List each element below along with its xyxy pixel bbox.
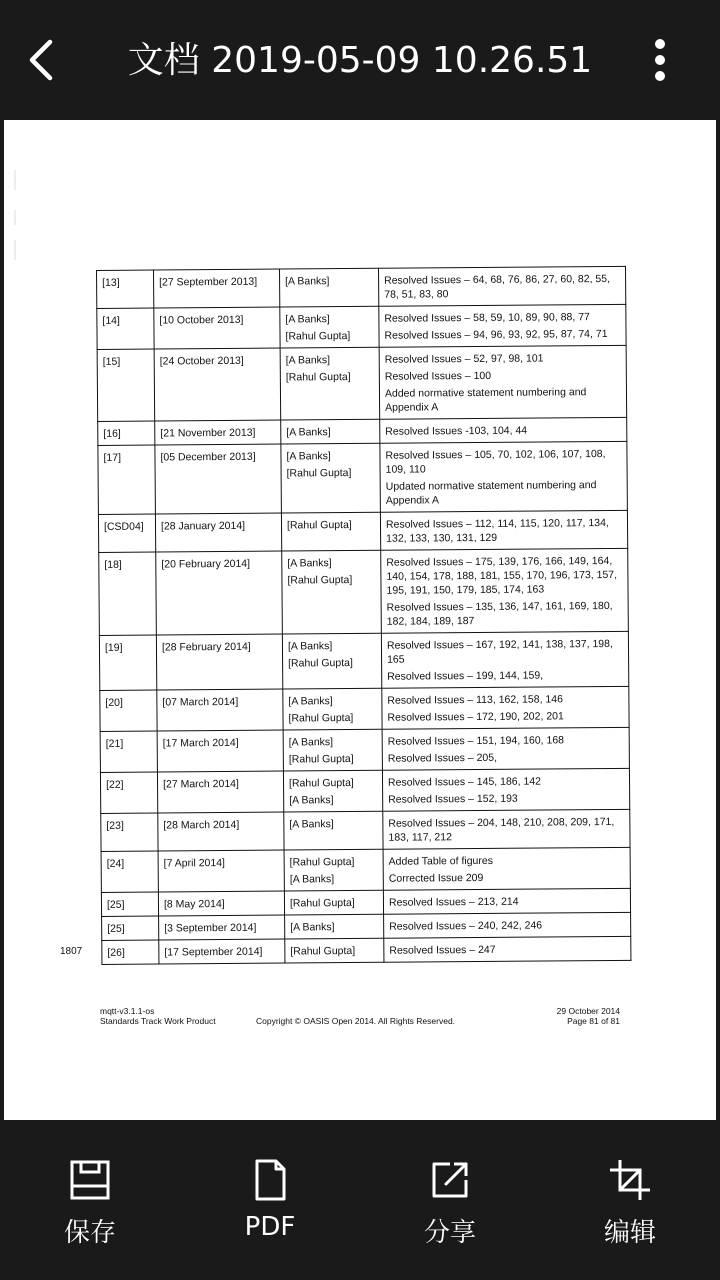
revision-id: [13] <box>97 270 154 308</box>
scan-artifact <box>10 170 20 290</box>
revision-authors <box>285 914 384 939</box>
revision-note: Resolved Issues – 100 <box>384 369 492 383</box>
revision-note: Resolved Issues – 145, 186, 142 <box>387 775 542 789</box>
revision-id: [20] <box>100 690 157 731</box>
revision-notes <box>380 441 628 512</box>
table-row <box>98 510 627 552</box>
revision-date: [27 September 2013] <box>154 269 280 308</box>
table-row <box>100 686 629 731</box>
revision-authors <box>285 938 384 963</box>
revision-authors <box>283 770 382 812</box>
revision-note: Resolved Issues – 167, 192, 141, 138, 137, 198, 165 <box>386 637 613 666</box>
revision-note: Resolved Issues – 64, 68, 76, 86, 27, 60, 82, 55, 78, 51, 83, 80 <box>384 272 611 301</box>
document-icon <box>248 1158 292 1202</box>
save-label: 保存 <box>63 1218 116 1248</box>
revision-notes <box>380 510 627 550</box>
revision-id: [17] <box>98 445 156 514</box>
revision-authors <box>284 849 383 891</box>
revision-id: [16] <box>98 421 155 445</box>
revision-note: Resolved Issues -103, 104, 44 <box>385 424 528 438</box>
author-name: [Rahul Gupta] <box>289 896 355 910</box>
author-name: [Rahul Gupta] <box>288 776 354 790</box>
revision-date: [28 February 2014] <box>156 634 282 690</box>
author-name: [A Banks] <box>285 275 330 288</box>
author-name: [A Banks] <box>289 794 334 807</box>
revision-notes <box>382 727 629 770</box>
author-name: [Rahul Gupta] <box>287 573 353 587</box>
back-button[interactable] <box>22 38 66 82</box>
author-name: [A Banks] <box>289 818 334 831</box>
revision-notes <box>384 936 631 962</box>
edit-button[interactable] <box>570 1158 690 1249</box>
revision-id: [14] <box>97 308 154 349</box>
revision-notes <box>380 417 627 443</box>
revision-id: [15] <box>97 349 155 421</box>
author-name: [Rahul Gupta] <box>285 330 351 343</box>
revision-date: [17 March 2014] <box>157 730 283 772</box>
pdf-button[interactable] <box>210 1158 330 1242</box>
revision-note: Resolved Issues – 112, 114, 115, 120, 117, 134, 132, 133, 130, 131, 129 <box>385 516 609 545</box>
revision-date: [05 December 2013] <box>155 444 282 514</box>
table-row <box>97 304 626 349</box>
back-arrow-icon <box>22 38 66 82</box>
page-title: 文档 2019-05-09 10.26.51 <box>127 40 593 81</box>
revision-date: [10 October 2013] <box>154 307 280 349</box>
revision-history-table <box>96 266 631 965</box>
author-name: [A Banks] <box>289 873 335 886</box>
revision-note: Resolved Issues – 247 <box>389 943 496 957</box>
revision-authors <box>280 306 379 348</box>
revision-notes <box>383 809 630 849</box>
revision-id: [25] <box>102 916 159 940</box>
table-row <box>102 936 631 964</box>
author-name: [A Banks] <box>285 313 330 326</box>
revision-id: [25] <box>101 892 158 916</box>
revision-id: [19] <box>99 635 156 690</box>
save-icon <box>68 1158 112 1202</box>
table-row <box>100 727 629 772</box>
author-name: [Rahul Gupta] <box>289 855 355 869</box>
revision-authors <box>281 443 381 513</box>
revision-authors <box>281 512 380 551</box>
revision-id: [CSD04] <box>98 514 155 552</box>
share-icon <box>428 1158 472 1202</box>
table-row <box>98 441 628 514</box>
revision-note: Resolved Issues – 205, <box>387 751 498 765</box>
revision-authors <box>280 347 380 420</box>
revision-authors <box>282 633 381 689</box>
revision-note: Added Table of figures <box>388 854 494 868</box>
revision-note: Added normative statement numbering and Appendix A <box>384 386 587 414</box>
revision-notes <box>382 768 629 811</box>
author-name: [Rahul Gupta] <box>290 944 356 958</box>
revision-date: [20 February 2014] <box>156 551 283 635</box>
share-button[interactable] <box>390 1158 510 1249</box>
revision-note: Updated normative statement numbering and Appendix A <box>385 479 597 507</box>
revision-date: [3 September 2014] <box>159 915 285 940</box>
revision-note: Resolved Issues – 105, 70, 102, 106, 107, 108, 109, 110 <box>385 448 606 476</box>
more-vertical-icon <box>640 38 680 82</box>
author-name: [Rahul Gupta] <box>286 467 352 480</box>
footer-date: 29 October 2014 <box>556 1006 620 1016</box>
footer-product: Standards Track Work Product <box>100 1016 216 1026</box>
revision-notes <box>382 686 629 729</box>
edit-label: 编辑 <box>603 1218 656 1248</box>
author-name: [Rahul Gupta] <box>285 371 351 384</box>
revision-date: [28 January 2014] <box>155 513 281 552</box>
revision-notes <box>383 888 630 914</box>
revision-notes <box>383 847 630 890</box>
revision-notes <box>381 631 628 688</box>
revision-notes <box>379 345 627 419</box>
author-name: [Rahul Gupta] <box>288 752 354 766</box>
revision-note: Resolved Issues – 52, 97, 98, 101 <box>384 352 544 366</box>
revision-note: Resolved Issues – 135, 136, 147, 161, 169, 180, 182, 184, 189, 187 <box>386 599 613 628</box>
revision-date: [7 April 2014] <box>158 850 284 892</box>
bottom-toolbar <box>0 1120 720 1280</box>
author-name: [A Banks] <box>287 640 333 653</box>
revision-notes <box>379 304 626 347</box>
table-row <box>97 266 626 308</box>
line-number: 1807 <box>60 946 83 957</box>
revision-note: Resolved Issues – 213, 214 <box>388 895 519 909</box>
revision-date: [17 September 2014] <box>159 939 285 964</box>
author-name: [A Banks] <box>286 450 331 463</box>
author-name: [A Banks] <box>290 921 335 934</box>
table-row <box>99 548 629 635</box>
revision-note: Resolved Issues – 113, 162, 158, 146 <box>387 693 563 707</box>
footer-page: Page 81 of 81 <box>567 1016 620 1026</box>
revision-date: [8 May 2014] <box>158 891 284 916</box>
revision-notes <box>384 912 631 938</box>
revision-note: Resolved Issues – 94, 96, 93, 92, 95, 87, 74, 71 <box>384 327 608 342</box>
author-name: [Rahul Gupta] <box>288 656 353 670</box>
share-label: 分享 <box>423 1218 476 1248</box>
revision-date: [28 March 2014] <box>158 812 284 851</box>
revision-note: Resolved Issues – 175, 139, 176, 166, 149, 164, 140, 154, 178, 188, 181, 155, 170, 196, 173, 157, 195, 191, 150, 179, 185, 174, 163 <box>386 554 618 597</box>
author-name: [A Banks] <box>288 695 333 708</box>
crop-icon <box>608 1158 652 1202</box>
revision-note: Resolved Issues – 240, 242, 246 <box>389 919 543 933</box>
author-name: [A Banks] <box>288 736 334 749</box>
table-row <box>100 768 629 813</box>
revision-id: [22] <box>100 772 157 813</box>
revision-id: [21] <box>100 731 157 772</box>
pdf-label: PDF <box>244 1212 296 1242</box>
revision-date: [07 March 2014] <box>157 689 283 731</box>
revision-authors <box>284 890 383 915</box>
revision-authors <box>283 729 382 771</box>
author-name: [A Banks] <box>285 354 331 367</box>
table-row <box>101 809 630 851</box>
revision-authors <box>284 811 383 850</box>
revision-id: [23] <box>101 813 158 851</box>
revision-note: Resolved Issues – 152, 193 <box>388 792 518 806</box>
revision-authors <box>282 550 382 634</box>
revision-authors <box>279 268 378 307</box>
revision-note: Resolved Issues – 151, 194, 160, 168 <box>387 734 565 748</box>
save-button[interactable] <box>30 1158 150 1249</box>
revision-authors <box>281 419 380 444</box>
revision-id: [18] <box>99 552 157 635</box>
revision-notes <box>378 266 625 306</box>
revision-notes <box>381 548 629 633</box>
revision-date: [24 October 2013] <box>154 348 281 421</box>
document-preview[interactable] <box>4 120 716 1120</box>
revision-date: [27 March 2014] <box>157 771 283 813</box>
revision-id: [24] <box>101 851 158 892</box>
revision-id: [26] <box>102 940 159 964</box>
table-row <box>99 631 628 690</box>
table-row <box>101 847 630 892</box>
revision-note: Resolved Issues – 199, 144, 159, <box>387 669 544 683</box>
footer-doc-id: mqtt-v3.1.1-os <box>100 1006 155 1016</box>
top-bar <box>0 0 720 120</box>
revision-date: [21 November 2013] <box>155 420 281 445</box>
revision-note: Resolved Issues – 172, 190, 202, 201 <box>387 710 564 724</box>
table-row <box>97 345 627 421</box>
footer-copyright: Copyright © OASIS Open 2014. All Rights Reserved. <box>256 1016 456 1026</box>
author-name: [A Banks] <box>286 426 331 439</box>
revision-note: Resolved Issues – 204, 148, 210, 208, 209, 171, 183, 117, 212 <box>388 815 615 844</box>
revision-note: Resolved Issues – 58, 59, 10, 89, 90, 88, 77 <box>384 311 590 325</box>
author-name: [Rahul Gupta] <box>288 711 354 725</box>
author-name: [A Banks] <box>287 557 332 570</box>
revision-authors <box>283 688 382 730</box>
more-options-button[interactable] <box>640 38 680 82</box>
author-name: [Rahul Gupta] <box>286 518 352 532</box>
revision-note: Corrected Issue 209 <box>388 871 484 885</box>
document-page-content <box>96 266 641 965</box>
